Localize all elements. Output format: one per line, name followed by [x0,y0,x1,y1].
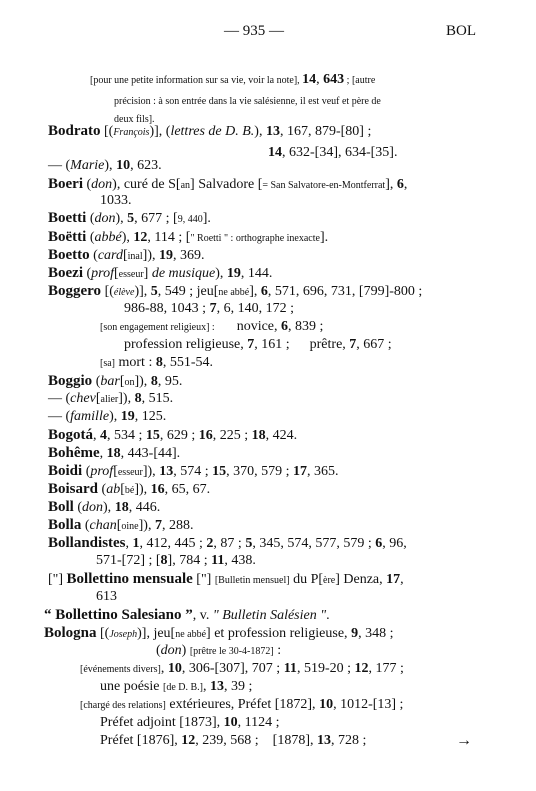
index-entry-boetto: Boetto (card[inal]), 19, 369. [48,247,205,263]
index-entry-boetti-abbe: Boëtti (abbé), 12, 114 ; [" Roetti " : orthographe inexacte]. [48,229,329,245]
index-line: [son engagement religieux] : novice, 6, 839 ; [100,319,324,334]
index-line: [sa] mort : 8, 551-54. [100,355,214,370]
index-entry-boetti: Boetti (don), 5, 677 ; [9, 440]. [48,210,211,226]
index-entry-bolla: Bolla (chan[oine]), 7, 288. [48,517,194,533]
index-entry-bogota: Bogotá, 4, 534 ; 15, 629 ; 16, 225 ; 18, 424. [48,427,298,443]
index-entry-boll: Boll (don), 18, 446. [48,499,161,515]
index-entry-bollandistes: Bollandistes, 1, 412, 445 ; 2, 87 ; 5, 345, 574, 577, 579 ; 6, 96, [48,535,407,551]
index-entry-boggio-chevalier: — (chev[alier]), 8, 515. [48,391,174,406]
index-entry-bologna: Bologna [(Joseph)], jeu[ne abbé] et profession religieuse, 9, 348 ; [44,625,394,641]
index-line: 613 [96,589,117,604]
index-line: 986-88, 1043 ; 7, 6, 140, 172 ; [124,301,294,316]
index-entry-bodrato-marie: — (Marie), 10, 623. [48,158,162,173]
page-number: — 935 — [224,23,284,39]
continuation-arrow-icon: → [456,732,472,749]
index-line: Préfet adjoint [1873], 10, 1124 ; [100,715,280,730]
index-entry-boggero: Boggero [(élève)], 5, 549 ; jeu[ne abbé], 6, 571, 696, 731, [799]-800 ; [48,283,423,299]
index-entry-boidi: Boidi (prof[esseur]), 13, 574 ; 15, 370, 579 ; 17, 365. [48,463,339,479]
index-entry-boezi: Boezi (prof[esseur] de musique), 19, 144. [48,265,273,281]
running-head: BOL [446,23,476,39]
index-line: profession religieuse, 7, 161 ; prêtre, 7, 667 ; [124,337,392,352]
index-line: (don) [prêtre le 30-4-1872] : [156,643,282,658]
index-entry-boheme: Bohême, 18, 443-[44]. [48,445,181,461]
index-line: 571-[72] ; [8], 784 ; 11, 438. [96,553,256,568]
index-entry-boggio-famille: — (famille), 19, 125. [48,409,167,424]
index-line: précision : à son entrée dans la vie salésienne, il est veuf et père de [114,96,381,107]
index-entry-bodrato: Bodrato [(François)], (lettres de D. B.), 13, 167, 879-[80] ; [48,123,372,139]
index-line: une poésie [de D. B.], 13, 39 ; [100,679,253,694]
index-line: [événements divers], 10, 306-[307], 707 ; 11, 519-20 ; 12, 177 ; [80,661,404,676]
index-entry-bollettino-salesiano: “ Bollettino Salesiano ”, v. " Bulletin Salésien ". [44,607,330,623]
index-line: 14, 632-[34], 634-[35]. [268,145,398,160]
index-line: deux fils]. [114,114,155,125]
index-entry-bollettino-mensuale: ["] Bollettino mensuale ["] [Bulletin mensuel] du P[ère] Denza, 17, [48,571,404,587]
index-line: [pour une petite information sur sa vie, voir la note], 14, 643 ; [autre [90,72,376,87]
index-entry-boggio: Boggio (bar[on]), 8, 95. [48,373,183,389]
index-line: Préfet [1876], 12, 239, 568 ; [1878], 13, 728 ; [100,733,367,748]
index-entry-boeri: Boeri (don), curé de S[an] Salvadore [= San Salvatore-en-Montferrat], 6, [48,176,408,192]
index-line: [chargé des relations] extérieures, Préfet [1872], 10, 1012-[13] ; [80,697,404,712]
index-entry-boisard: Boisard (ab[bé]), 16, 65, 67. [48,481,211,497]
index-line: 1033. [100,193,132,208]
